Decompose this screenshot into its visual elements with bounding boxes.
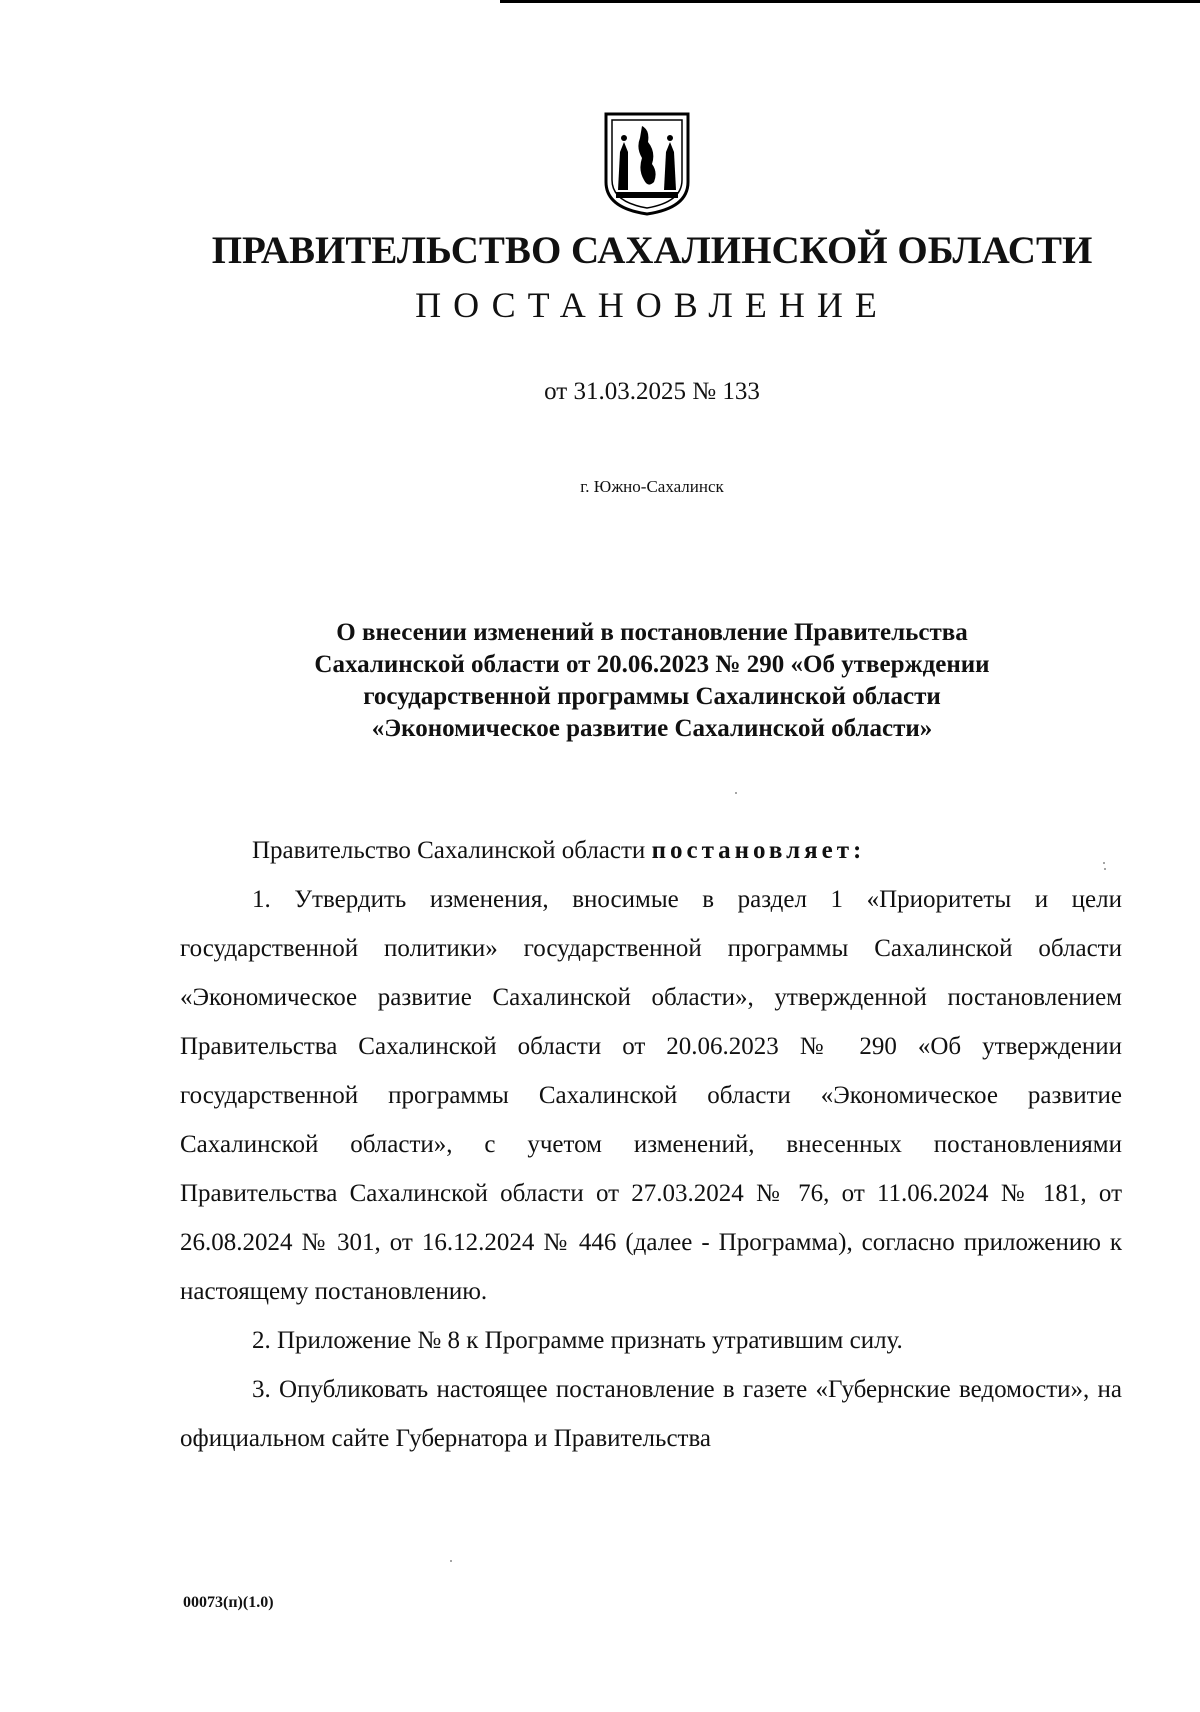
paragraph-2: 2. Приложение № 8 к Программе признать утратившим силу.: [252, 1327, 903, 1354]
document-subject: [52, 617, 1200, 745]
preamble-action: постановляет:: [651, 837, 866, 864]
subject-line: Сахалинской области от 20.06.2023 № 290 «Об утверждении: [314, 651, 990, 678]
paragraph-3: 3. Опубликовать настоящее постановление в газете «Губернские ведомости», на официальном сайте Губернатора и Правительства: [180, 1376, 1122, 1452]
paragraph-1: 1. Утвердить изменения, вносимые в раздел 1 «Приоритеты и цели государственной политики» государственной программы Сахалинской области «Экономическое развитие Сахалинской области», утвержденной постановлением Правительства Сахалинской области от 20.06.2023 № 290 «Об утверждении государственной программы Сахалинской области «Экономическое развитие Сахалинской области», с учетом изменений, внесенных постановлениями Правительства Сахалинской области от 27.03.2024 № 76, от 11.06.2024 № 181, от 26.08.2024 № 301, от 16.12.2024 № 446 (далее - Программа), согласно приложению к настоящему постановлению.: [180, 886, 1122, 1305]
subject-line: О внесении изменений в постановление Правительства: [336, 619, 968, 646]
scan-speck: [450, 1560, 452, 1562]
subject-line: «Экономическое развитие Сахалинской области»: [371, 715, 933, 742]
scan-speck: [1104, 868, 1106, 870]
subject-line: государственной программы Сахалинской области: [363, 683, 941, 710]
scan-speck: [735, 792, 737, 794]
document-type: ПОСТАНОВЛЕНИЕ: [415, 285, 889, 325]
document-city: г. Южно-Сахалинск: [580, 477, 724, 496]
top-border-line: [500, 0, 1200, 3]
government-title: ПРАВИТЕЛЬСТВО САХАЛИНСКОЙ ОБЛАСТИ: [211, 229, 1093, 272]
document-date-number: от 31.03.2025 № 133: [544, 378, 760, 405]
preamble-text: Правительство Сахалинской области: [252, 837, 652, 864]
document-body: [180, 826, 1122, 1463]
scan-speck: [1103, 862, 1105, 864]
sakhalin-coat-of-arms-icon: [598, 112, 696, 216]
form-code: 00073(п)(1.0): [183, 1594, 274, 1611]
preamble: [180, 826, 1122, 875]
